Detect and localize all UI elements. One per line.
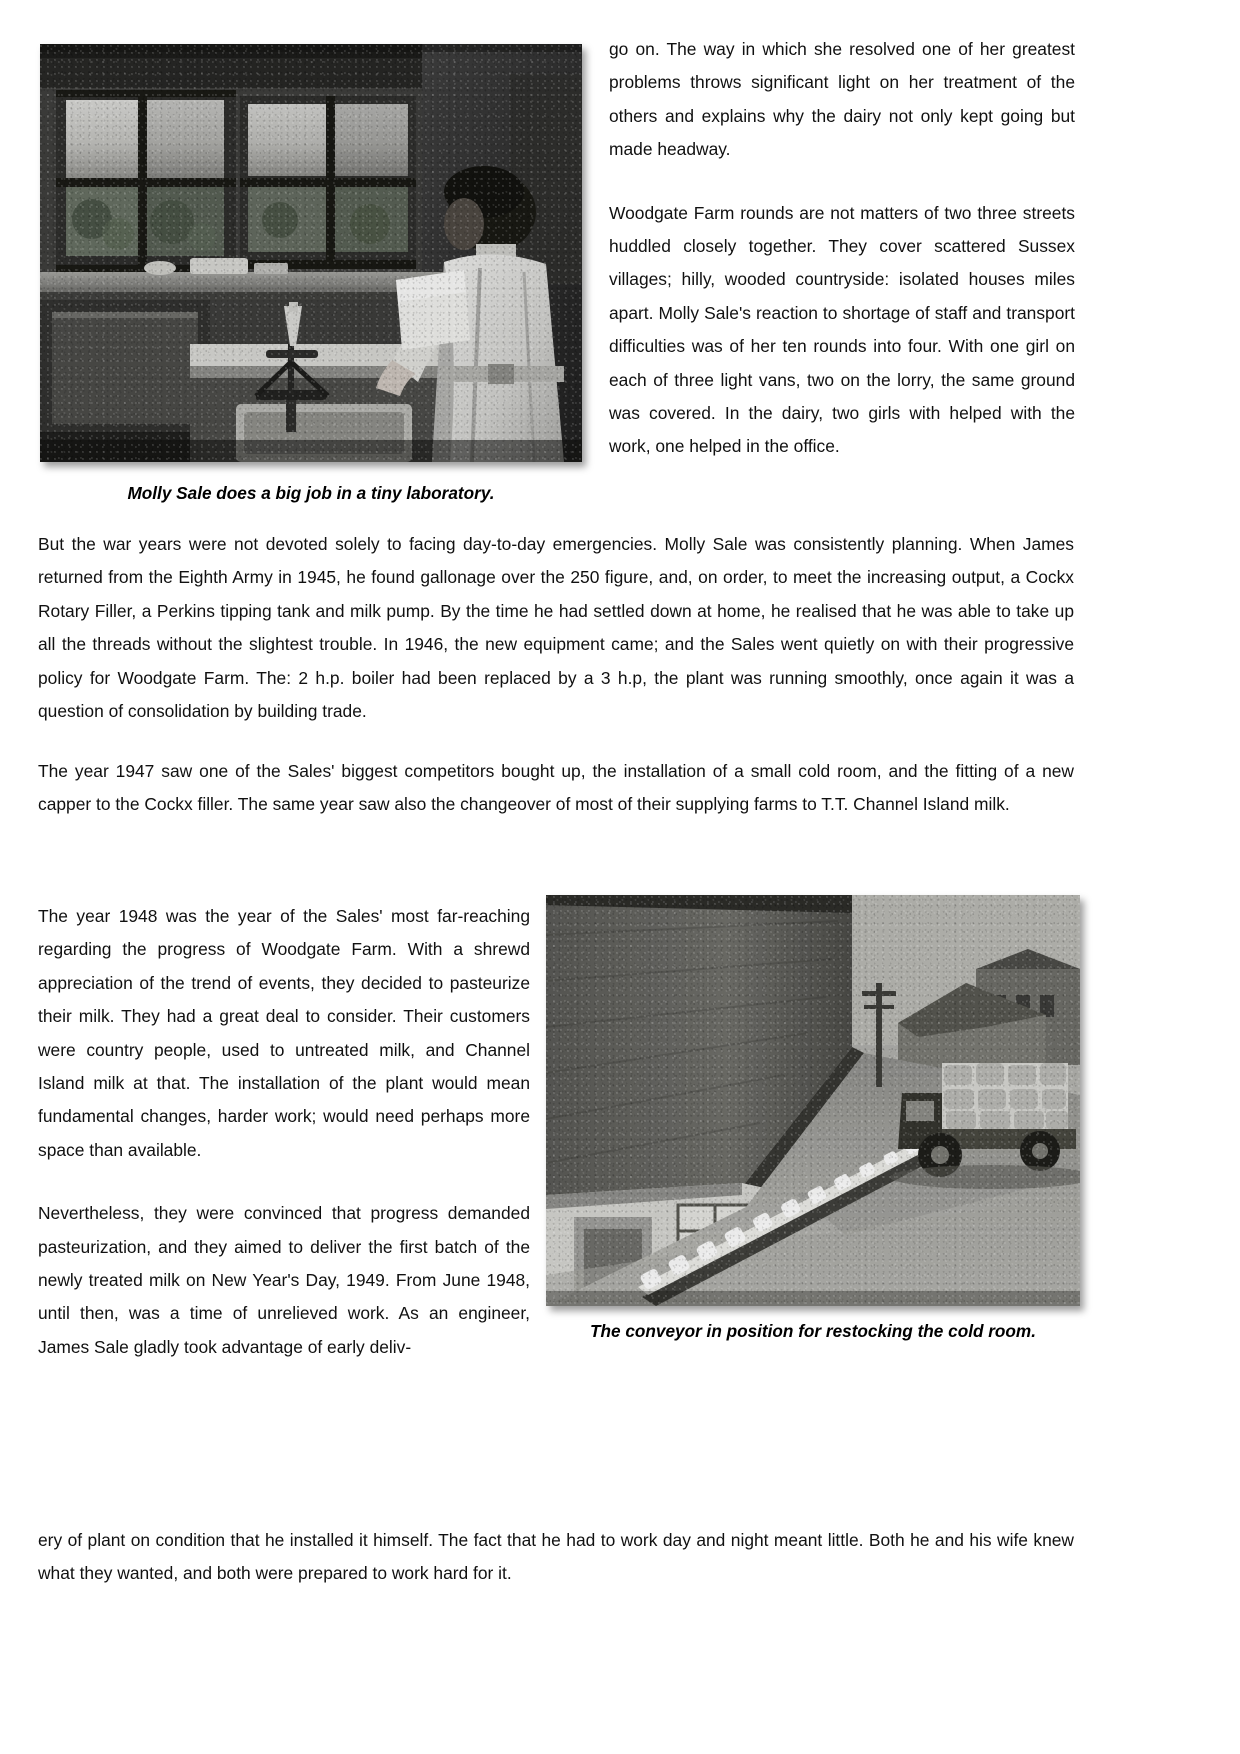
paragraph-pasteurization: Nevertheless, they were convinced that progress demanded pasteurization, and they aimed to deliver the first batch of the newly treated milk on New Year's Day, 1949. From June 1948, until then, was a time of unrelieved work. As an engineer, James Sale gladly took advantage of early deliv- [38,1203,530,1357]
laboratory-photo-svg [40,44,582,462]
top-section [0,0,1240,565]
top-right-text-column [609,33,1075,494]
figure-laboratory [40,44,582,506]
paragraph-block-war-years [38,528,1074,728]
paragraph-tail: ery of plant on condition that he installed it himself. The fact that he had to work day and night meant little. Both he and his wife knew what they wanted, and both were prepared to work hard for it. [38,1530,1074,1584]
paragraph-1948: The year 1948 was the year of the Sales' most far-reaching regarding the progress of Woodgate Farm. With a shrewd appreciation of the trend of events, they decided to pasteurize their milk. They had a great deal to consider. Their customers were country people, used to untreated milk, and Channel Island milk at that. The installation of the plant would mean fundamental changes, harder work; would need perhaps more space than available. [38,906,530,1160]
figure-caption-laboratory: Molly Sale does a big job in a tiny laboratory. [127,483,495,503]
lower-left-text-column [38,900,530,1364]
paragraph-war-years: But the war years were not devoted solely to facing day-to-day emergencies. Molly Sale was consistently planning. When James returned from the Eighth Army in 1945, he found gallonage over the 250 figure, and, on order, to meet the increasing output, a Cockx Rotary Filler, a Perkins tipping tank and milk pump. By the time he had settled down at home, he realised that he was able to take up all the threads without the slightest trouble. In 1946, the new equipment came; and the Sales went quietly on with their progressive policy for Woodgate Farm. The: 2 h.p. boiler had been replaced by a 3 h.p, the plant was running smoothly, once again it was a question of consolidation by building trade. [38,534,1074,722]
paragraph-block-tail [38,1524,1074,1591]
figure-conveyor [546,895,1080,1344]
paragraph-go-on: go on. The way in which she resolved one of her greatest problems throws significant light on her treatment of the others and explains why the dairy not only kept going but made headway. [609,39,1075,160]
paragraph-1947: The year 1947 saw one of the Sales' biggest competitors bought up, the installation of a small cold room, and the fitting of a new capper to the Cockx filler. The same year saw also the changeover of most of their supplying farms to T.T. Channel Island milk. [38,761,1074,815]
paragraph-woodgate-rounds: Woodgate Farm rounds are not matters of two three streets huddled closely together. They cover scattered Sussex villages; hilly, wooded countryside: isolated houses miles apart. Molly Sale's reaction to shortage of staff and transport difficulties was of her ten rounds into four. With one girl on each of three light vans, two on the lorry, the same ground was covered. In the dairy, two girls with helped with the work, one helped in the office. [609,202,1075,457]
figure-caption-conveyor: The conveyor in position for restocking the cold room. [590,1321,1036,1341]
paragraph-block-1947 [38,755,1074,822]
conveyor-photo-image [546,895,1080,1306]
laboratory-photo-image [40,44,582,462]
conveyor-photo-svg [546,895,1080,1306]
